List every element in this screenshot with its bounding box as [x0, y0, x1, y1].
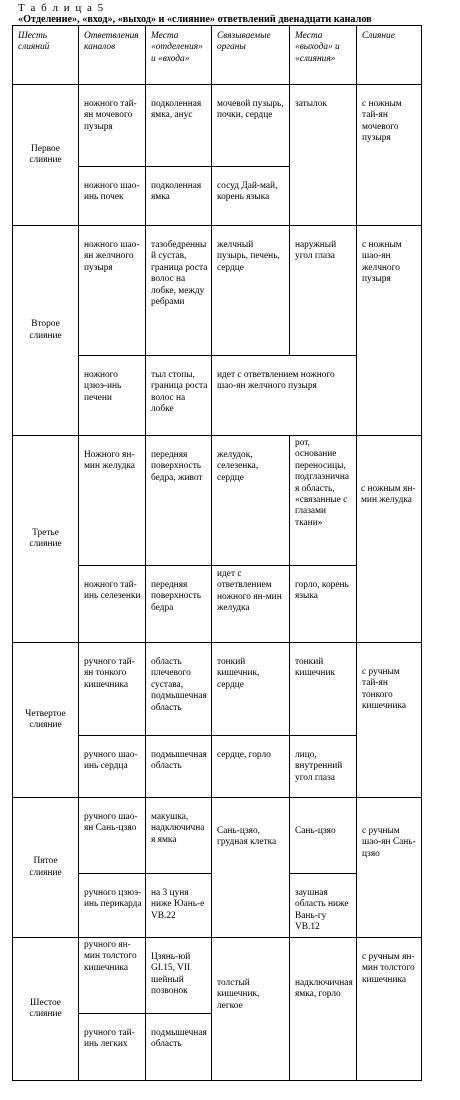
branch-cell: ручного тай-ян тонкого кишечника [79, 643, 146, 736]
branch-cell: ножного тай-инь селезенки [79, 566, 146, 643]
place-cell: передняя поверхность бедра, живот [146, 436, 212, 566]
branch-cell: ножного цзюэ-инь печени [79, 356, 146, 436]
exit-cell: лицо, внутренний угол глаза [290, 736, 357, 798]
organs-cell: сосуд Дай-май, корень языка [212, 167, 290, 226]
branch-cell: ручного шао-инь сердца [79, 736, 146, 798]
branch-cell: ручного цзюэ-инь перикарда [79, 874, 146, 938]
exit-cell: заушная область ниже Вань-гу VB.12 [290, 874, 357, 938]
organs-exit-cell: идет с ответвлением ножного шао-ян желчного пузыря [212, 356, 357, 436]
exit-cell: Сань-цзяо [290, 798, 357, 874]
place-cell: передняя поверхность бедра [146, 566, 212, 643]
organs-cell: мочевой пузырь, почки, сердце [212, 85, 290, 167]
table-row [13, 436, 422, 566]
header-cell: Места «отделения» и «входа» [146, 26, 212, 85]
header-cell: Ответвления каналов [79, 26, 146, 85]
exit-cell: горло, корень языка [290, 566, 357, 643]
table-label: Т а б л и ц а 5 [18, 2, 105, 14]
merge-cell: с ручным тай-ян тонкого кишечника [357, 643, 422, 798]
channels-table [12, 25, 422, 1081]
branch-cell: ножного тай-ян мочевого пузыря [79, 85, 146, 167]
branch-cell: ручного ян-мин толстого кишечника [79, 938, 146, 1014]
header-cell: Шесть слияний [13, 26, 79, 85]
branch-cell: Ножного ян-мин желудка [79, 436, 146, 566]
table-row [13, 938, 422, 1014]
merge-cell: с ручным шао-ян Сань-цзяо [357, 798, 422, 938]
merge-cell: с ручным ян-мин толстого кишечника [357, 938, 422, 1081]
header-cell: Слияние [357, 26, 422, 85]
place-cell: тазобедренный сустав, граница роста волос на лобке, между ребрами [146, 226, 212, 356]
merge-cell: с ножным ян-мин желудка [357, 436, 422, 643]
table-row [13, 643, 422, 736]
place-cell: тыл стопы, граница роста волос на лобке [146, 356, 212, 436]
place-cell: Цзянь-юй GI.15, VII шейный позвонок [146, 938, 212, 1014]
branch-cell: ручного шао-ян Сань-цзяо [79, 798, 146, 874]
group-name-cell: Шестое слияние [13, 938, 79, 1081]
place-cell: область плечевого сустава, подмышечная область [146, 643, 212, 736]
organs-cell: тонкий кишечник, сердце [212, 643, 290, 736]
place-cell: на 3 цуня ниже Юань-е VB.22 [146, 874, 212, 938]
exit-cell: наружный угол глаза [290, 226, 357, 356]
group-name-cell: Третье слияние [13, 436, 79, 643]
organs-cell: идет с ответвлением ножного ян-мин желудка [212, 566, 290, 643]
merge-cell: с ножным шао-ян желчного пузыря [357, 226, 422, 436]
merge-cell: с ножным тай-ян мочевого пузыря [357, 85, 422, 226]
organs-cell: желчный пузырь, печень, сердце [212, 226, 290, 356]
table-row [13, 798, 422, 874]
table-row [13, 85, 422, 167]
exit-cell: затылок [290, 85, 357, 226]
header-row [13, 26, 422, 85]
organs-cell: желудок, селезенка, сердце [212, 436, 290, 566]
branch-cell: ножного шао-ян желчного пузыря [79, 226, 146, 356]
group-name-cell: Второе слияние [13, 226, 79, 436]
organs-cell: толстый кишечник, легкое [212, 938, 290, 1081]
group-name-cell: Пятое слияние [13, 798, 79, 938]
branch-cell: ножного шао-инь почек [79, 167, 146, 226]
exit-cell: тонкий кишечник [290, 643, 357, 736]
exit-cell: надключичная ямка, горло [290, 938, 357, 1081]
organs-cell: сердце, горло [212, 736, 290, 798]
exit-cell: рот, основание переносицы, подглазничная область, «связанные с глазами ткани» [290, 436, 357, 566]
table-row [13, 226, 422, 356]
header-cell: Связываемые органы [212, 26, 290, 85]
place-cell: подколенная ямка, анус [146, 85, 212, 167]
place-cell: подмышечная область [146, 736, 212, 798]
place-cell: подмышечная область [146, 1014, 212, 1081]
place-cell: макушка, надключичная ямка [146, 798, 212, 874]
branch-cell: ручного тай-инь легких [79, 1014, 146, 1081]
header-cell: Места «выхода» и «слияния» [290, 26, 357, 85]
table-title: «Отделение», «вход», «выход» и «слияние» ответвлений двенадцати каналов [18, 14, 372, 25]
organs-cell: Сань-цзяо, грудная клетка [212, 798, 290, 938]
place-cell: подколенная ямка [146, 167, 212, 226]
group-name-cell: Четвертое слияние [13, 643, 79, 798]
group-name-cell: Первое слияние [13, 85, 79, 226]
